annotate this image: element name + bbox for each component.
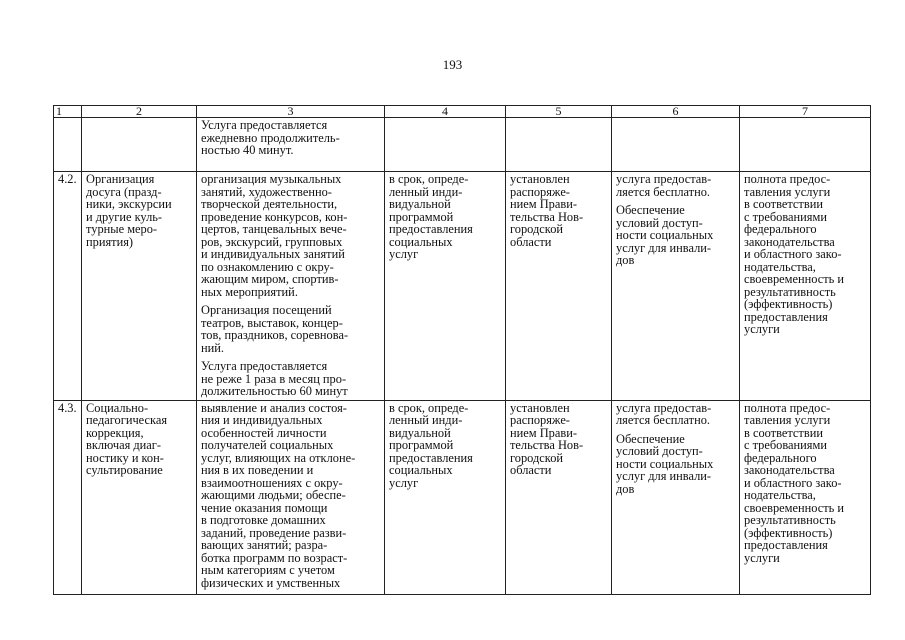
cell-quality [740,118,871,172]
cell-num: 4.3. [54,400,82,594]
cell-text-line: тавления услуги [744,413,831,427]
cell-text-line: особенностей личности [201,425,327,440]
cell-tariff [506,172,612,401]
cell-text-line: ностику и кон- [86,450,164,465]
cell-text-line: чение оказания помощи [201,500,328,515]
cell-text-line: нодательства, [744,259,816,274]
cell-paragraph [744,173,866,336]
cell-text-line: и другие куль- [86,209,163,224]
cell-text-line: распоряже- [510,413,570,427]
cell-text-line: турные меро- [86,222,158,236]
cell-text-line: в срок, опреде- [389,400,469,415]
cell-text-line: городской [510,450,564,465]
cell-text-line: (эффективность) [744,297,833,311]
cell-text-line: творческой деятельности, [201,197,338,211]
cell-text-line: и областного зако- [744,475,842,490]
cell-text-line: ров, экскурсий, групповых [201,234,343,249]
services-table [53,105,871,595]
cell-text-line: ники, экскурсии [86,197,172,211]
cell-text-line: и областного зако- [744,247,842,261]
cell-text-line: тов, праздников, соревнова- [201,328,349,342]
cell-procedure [612,118,740,172]
cell-text-line: получателей социальных [201,438,334,452]
cell-num [54,118,82,172]
cell-text-line: и индивидуальных занятий [201,247,345,261]
cell-text-line: условий доступ- [616,215,703,230]
header-col-6: 6 [612,106,740,118]
cell-text-line: организация музыкальных [201,172,342,186]
cell-text-line: с требованиями [744,209,827,224]
cell-text-line: тельства Нов- [510,438,584,452]
cell-tariff [506,400,612,594]
cell-text-line: ностью 40 минут. [201,143,294,157]
cell-text-line: коррекция, [86,425,144,440]
cell-text-line: услуги [744,550,780,565]
table-row [54,172,871,401]
cell-text-line: нием Прави- [510,425,577,440]
cell-text-line: проведение конкурсов, кон- [201,209,348,224]
cell-text-line: услуг [389,247,419,261]
cell-text-line: ежедневно продолжитель- [201,130,340,145]
cell-text-line: цертов, танцевальных вече- [201,222,347,236]
cell-service-name [82,172,197,401]
cell-text-line: федерального [744,222,817,236]
cell-text-line: сультирование [86,463,163,477]
cell-text-line: законодательства [744,234,835,249]
cell-text-line: распоряже- [510,184,570,199]
header-col-3: 3 [197,106,385,118]
cell-text-line: полнота предос- [744,400,831,415]
cell-text-line: дов [616,481,635,496]
cell-paragraph [389,173,501,261]
header-col-4: 4 [385,106,506,118]
cell-text-line: ным категориям с учетом [201,563,335,577]
cell-text-line: своевременность и [744,500,845,515]
cell-text-line: социальных [389,463,453,477]
cell-text-line: ленный инди- [389,184,463,199]
cell-text-line: результативность [744,513,836,527]
cell-text-line: выявление и анализ состоя- [201,400,347,415]
cell-procedure [612,172,740,401]
cell-text-line: установлен [510,400,570,415]
cell-text-line: ляется бесплатно. [616,184,711,199]
cell-num: 4.2. [54,172,82,401]
table-row [54,118,871,172]
cell-text-line: педагогическая [86,413,168,427]
cell-procedure [612,400,740,594]
cell-text-line: в соответствии [744,197,823,211]
cell-text-line: приятия) [86,234,134,249]
cell-quality [740,400,871,594]
cell-text-line: предоставления [744,538,828,552]
cell-text-line: Услуга предоставляется [201,359,328,373]
cell-text-line: ляется бесплатно. [616,413,711,427]
cell-text-line: физических и умственных [201,575,341,590]
cell-text-line: программой [389,438,454,452]
cell-paragraph [510,173,607,248]
cell-text-line: ний. [201,340,224,355]
cell-text-line: видуальной [389,197,451,211]
cell-paragraph [616,173,735,198]
cell-text-line: Обеспечение [616,203,685,217]
cell-text-line: вающих занятий; разра- [201,538,328,552]
cell-paragraph [86,173,192,248]
cell-tariff [506,118,612,172]
cell-text-line: ния в их поведении и [201,463,314,477]
cell-text-line: заданий, проведение разви- [201,525,347,540]
cell-text-line: Обеспечение [616,431,685,446]
cell-text-line: в подготовке домашних [201,513,326,527]
cell-paragraph [201,173,380,298]
cell-text-line: законодательства [744,463,835,477]
cell-paragraph [86,402,192,477]
cell-service-name [82,400,197,594]
header-row [54,106,871,118]
header-col-5: 5 [506,106,612,118]
cell-text-line: услуг [389,475,419,490]
cell-text-line: видуальной [389,425,451,440]
cell-paragraph [510,402,607,477]
cell-text-line: с требованиями [744,438,827,452]
cell-text-line: услуга предостав- [616,400,712,415]
cell-paragraph [616,433,735,496]
cell-text-line: тельства Нов- [510,209,584,224]
cell-text-line: полнота предос- [744,172,831,186]
cell-text-line: городской [510,222,564,236]
cell-text-line: ботка программ по возраст- [201,550,348,565]
cell-description [197,400,385,594]
cell-text-line: ности социальных [616,456,714,471]
cell-paragraph [744,402,866,565]
cell-text-line: услуг для инвали- [616,240,712,255]
cell-text-line: дов [616,253,635,267]
cell-text-line: ния и индивидуальных [201,413,323,427]
cell-text-line: условий доступ- [616,444,703,458]
cell-term [385,172,506,401]
cell-text-line: театров, выставок, концер- [201,315,343,330]
cell-description [197,118,385,172]
cell-text-line: в соответствии [744,425,823,440]
cell-paragraph [616,402,735,427]
cell-text-line: услуга предостав- [616,172,712,186]
cell-text-line: предоставления [744,309,828,324]
cell-paragraph [201,119,380,157]
cell-text-line: ности социальных [616,228,714,242]
cell-text-line: занятий, художественно- [201,184,332,199]
cell-text-line: области [510,234,552,249]
cell-text-line: нием Прави- [510,197,577,211]
cell-text-line: Услуга предоставляется [201,118,328,132]
cell-service-name [82,118,197,172]
cell-description [197,172,385,401]
cell-text-line: федерального [744,450,817,465]
table-row [54,400,871,594]
cell-text-line: не реже 1 раза в месяц про- [201,371,347,386]
cell-text-line: жающим миром, спортив- [201,272,339,286]
cell-text-line: (эффективность) [744,525,833,540]
cell-paragraph [389,402,501,490]
cell-text-line: социальных [389,234,453,249]
cell-term [385,118,506,172]
cell-text-line: своевременность и [744,272,845,286]
cell-text-line: предоставления [389,222,473,236]
header-col-1: 1 [54,106,82,118]
header-col-7: 7 [740,106,871,118]
cell-quality [740,172,871,401]
cell-text-line: нодательства, [744,488,816,502]
cell-text-line: установлен [510,172,570,186]
cell-text-line: Социально- [86,400,149,415]
header-col-2: 2 [82,106,197,118]
cell-paragraph [201,304,380,354]
cell-text-line: досуга (празд- [86,184,162,199]
cell-text-line: услуги [744,322,780,336]
cell-text-line: услуг, влияющих на отклоне- [201,450,356,465]
cell-text-line: ленный инди- [389,413,463,427]
cell-text-line: области [510,463,552,477]
cell-text-line: Организация [86,172,155,186]
cell-paragraph [201,402,380,590]
cell-text-line: должительностью 60 минут [201,384,348,398]
cell-text-line: Организация посещений [201,303,332,317]
cell-text-line: взаимоотношениях с окру- [201,475,343,490]
cell-paragraph [201,360,380,398]
cell-text-line: жающими людьми; обеспе- [201,488,346,502]
cell-term [385,400,506,594]
cell-paragraph [616,204,735,267]
cell-text-line: предоставления [389,450,473,465]
cell-text-line: тавления услуги [744,184,831,199]
page-number: 193 [442,57,463,72]
cell-text-line: услуг для инвали- [616,469,712,483]
cell-text-line: программой [389,209,454,224]
cell-text-line: по ознакомлению с окру- [201,259,334,274]
cell-text-line: результативность [744,284,836,299]
cell-text-line: в срок, опреде- [389,172,469,186]
cell-text-line: включая диаг- [86,438,162,452]
cell-text-line: ных мероприятий. [201,284,298,299]
